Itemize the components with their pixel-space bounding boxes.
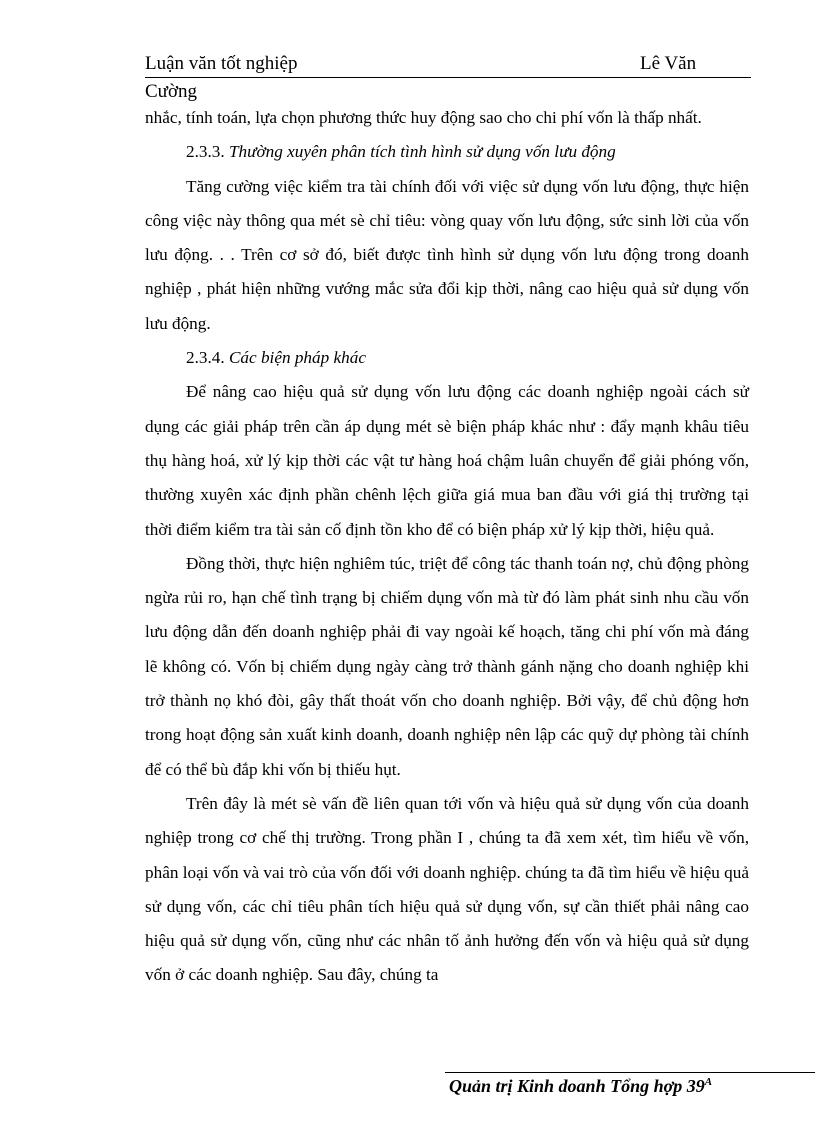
paragraph: Để nâng cao hiệu quả sử dụng vốn lưu động các doanh nghiệp ngoài cách sử dụng các giải pháp trên cần áp dụng mét sè biện pháp khác như : đẩy mạnh khâu tiêu thụ hàng hoá, xử lý kịp thời các vật tư hàng hoá chậm luân chuyển để giải phóng vốn, thường xuyên xác định phần chênh lệch giữa giá mua ban đầu với giá thị trường tại thời điểm kiểm tra tài sản cố định tồn kho để có biện pháp xử lý kịp thời, hiệu quả. — [145, 382, 749, 539]
header-author: Lê Văn — [640, 53, 697, 74]
footer-rule — [445, 1072, 815, 1073]
paragraph: Đồng thời, thực hiện nghiêm túc, triệt để công tác thanh toán nợ, chủ động phòng ngừa rủi ro, hạn chế tình trạng bị chiếm dụng vốn mà từ đó làm phát sinh nhu cầu vốn lưu động dẫn đến doanh nghiệp phải đi vay ngoài kế hoạch, tăng chi phí vốn mà đáng lẽ không có. Vốn bị chiếm dụng ngày càng trở thành gánh nặng cho doanh nghiệp khi trở thành nọ khó đòi, gây thất thoát vốn cho doanh nghiệp. Bởi vậy, để chủ động hơn trong hoạt động sản xuất kinh doanh, doanh nghiệp nên lập các quỹ dự phòng tài chính để có thể bù đắp khi vốn bị thiếu hụt. — [145, 553, 749, 779]
section-number: 2.3.3. — [186, 142, 225, 162]
header-rule — [145, 77, 751, 78]
section-heading-2-3-4 — [145, 341, 749, 375]
footer-text: Quản trị Kinh doanh Tổng hợp 39 — [449, 1076, 705, 1096]
section-heading-2-3-3 — [145, 135, 749, 169]
page-footer — [449, 1076, 712, 1097]
footer-superscript: A — [704, 1076, 713, 1088]
paragraph-continued: nhắc, tính toán, lựa chọn phương thức huy động sao cho chi phí vốn là thấp nhất. — [145, 108, 702, 127]
paragraph: Tăng cường việc kiểm tra tài chính đối với việc sử dụng vốn lưu động, thực hiện công việc này thông qua mét sè chỉ tiêu: vòng quay vốn lưu động, sức sinh lời của vốn lưu động. . . Trên cơ sở đó, biết được tình hình sử dụng vốn lưu động trong doanh nghiệp , phát hiện những vướng mắc sửa đổi kịp thời, nâng cao hiệu quả sử dụng vốn lưu động. — [145, 176, 749, 333]
page-header — [145, 53, 751, 79]
section-title: Thường xuyên phân tích tình hình sử dụng vốn lưu động — [228, 142, 616, 162]
header-title: Luận văn tốt nghiệp — [145, 53, 298, 74]
header-author-continued: Cường — [145, 81, 198, 102]
section-number: 2.3.4. — [186, 348, 225, 368]
section-title: Các biện pháp khác — [228, 348, 366, 368]
document-body — [145, 101, 749, 993]
paragraph: Trên đây là mét sè vấn đề liên quan tới vốn và hiệu quả sử dụng vốn của doanh nghiệp trong cơ chế thị trường. Trong phần I , chúng ta đã xem xét, tìm hiểu về vốn, phân loại vốn và vai trò của vốn đối với doanh nghiệp. chúng ta đã tìm hiểu về hiệu quả sử dụng vốn, các chỉ tiêu phân tích hiệu quả sử dụng vốn, sự cần thiết phải nâng cao hiệu quả sử dụng vốn, cũng như các nhân tố ảnh hưởng đến vốn và hiệu quả sử dụng vốn ở các doanh nghiệp. Sau đây, chúng ta — [145, 793, 749, 985]
